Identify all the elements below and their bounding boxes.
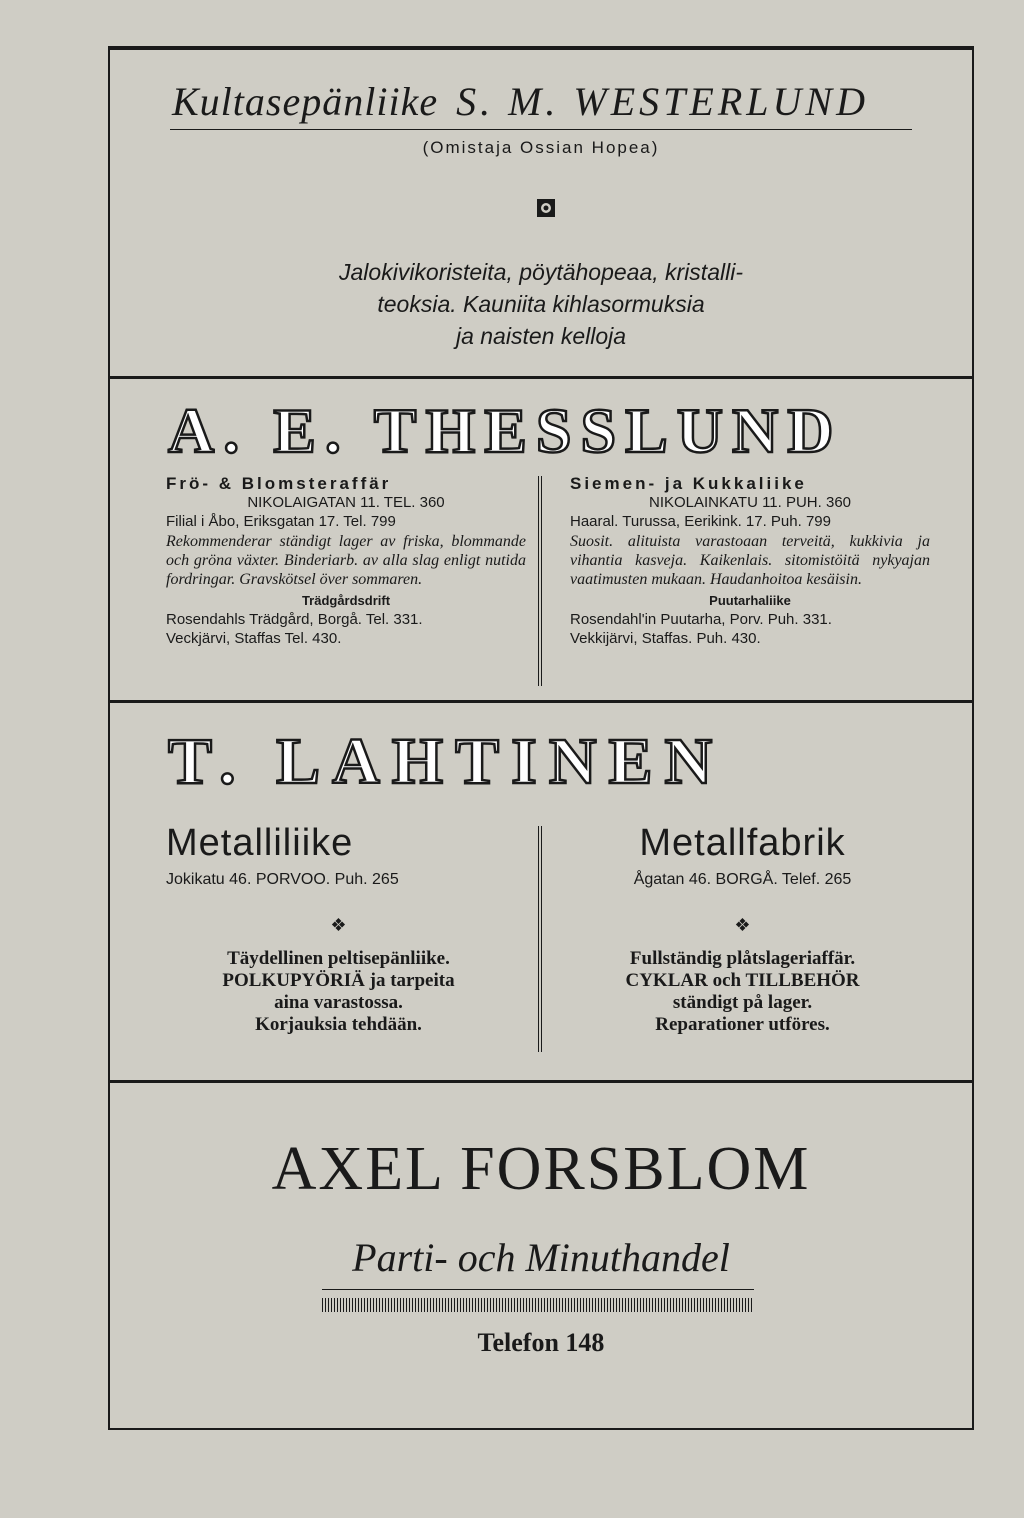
thesslund-title: A. E. THESSLUND: [168, 395, 843, 466]
desc-line: teoksia. Kauniita kihlasormuksia: [377, 291, 705, 317]
text-line: POLKUPYÖRIÄ ja tarpeita: [222, 970, 455, 991]
divider: [108, 376, 974, 379]
desc-line: ja naisten kelloja: [455, 323, 627, 349]
lahtinen-finnish-column: [166, 822, 511, 1036]
column-heading: Frö- & Blomsteraffär: [166, 474, 392, 493]
text-line: Fullständig plåtslageriaffär.: [629, 948, 856, 969]
lahtinen-swedish-column: [570, 822, 915, 1036]
text-line: Korjauksia tehdään.: [255, 1014, 422, 1035]
text-line: aina varastossa.: [274, 992, 403, 1013]
westerlund-ad: [110, 50, 972, 378]
westerlund-owner: (Omistaja Ossian Hopea): [422, 138, 660, 157]
advertisement-page: [108, 46, 974, 1430]
column-text: Suosit. alituista varastoaan terveitä, kukkivia ja vihantia kasveja. Kaikenlais. sitomistöitä nykyajan vaatimusten mukaan. Haudanhoitoa kesäisin.: [570, 533, 930, 588]
subtitle-underline: [322, 1289, 754, 1290]
lahtinen-title: T. LAHTINEN: [168, 725, 725, 798]
title-underline: [170, 129, 912, 130]
westerlund-title-shop: Kultasepänliike: [172, 79, 439, 124]
thesslund-swedish-column: [166, 474, 526, 648]
column-text: Rekommenderar ständigt lager av friska, blommande och gröna växter. Binderiarb. av alla slag enligt nutida fordringar. Gravskötsel över sommaren.: [166, 533, 526, 588]
forsblom-title: AXEL FORSBLOM: [271, 1135, 811, 1203]
divider: [108, 1080, 974, 1083]
address-line: NIKOLAIGATAN 11. TEL. 360: [247, 494, 445, 511]
column-heading: Siemen- ja Kukkaliike: [570, 474, 807, 493]
text-line: Täydellinen peltisepänliike.: [227, 948, 450, 969]
westerlund-title-name: S. M. WESTERLUND: [456, 79, 869, 124]
address-line: Jokikatu 46. PORVOO. Puh. 265: [166, 871, 399, 888]
column-heading: Metallfabrik: [639, 822, 846, 864]
text-line: Reparationer utföres.: [655, 1014, 830, 1035]
text-line: ständigt på lager.: [672, 992, 813, 1013]
column-divider: [538, 476, 542, 686]
text-line: CYKLAR och TILLBEHÖR: [625, 970, 860, 991]
forsblom-phone: Telefon 148: [477, 1328, 605, 1357]
address-line: Ågatan 46. BORGÅ. Telef. 265: [633, 871, 852, 888]
ornament-icon: ❖: [330, 915, 347, 935]
column-text: [166, 948, 511, 1036]
divider: [108, 700, 974, 703]
address-line: NIKOLAINKATU 11. PUH. 360: [648, 494, 852, 511]
thesslund-finnish-column: [570, 474, 930, 648]
westerlund-description: [110, 256, 972, 352]
column-subheading: Puutarhaliike: [709, 593, 791, 608]
column-divider: [538, 826, 542, 1052]
decorative-hatch: [322, 1298, 754, 1312]
lahtinen-ad: [110, 704, 972, 1082]
ornament-icon: ❖: [734, 915, 751, 935]
contact-line: Rosendahls Trädgård, Borgå. Tel. 331.: [166, 611, 423, 628]
westerlund-title: [172, 78, 869, 125]
branch-line: Haaral. Turussa, Eerikink. 17. Puh. 799: [570, 513, 831, 530]
desc-line: Jalokivikoristeita, pöytähopeaa, kristalli-: [339, 259, 743, 285]
thesslund-ad: [110, 380, 972, 700]
forsblom-ad: [110, 1084, 972, 1434]
column-text: [570, 948, 915, 1036]
column-heading: Metalliliike: [166, 822, 354, 864]
contact-line: Veckjärvi, Staffas Tel. 430.: [166, 630, 342, 647]
column-subheading: Trädgårdsdrift: [301, 593, 391, 608]
contact-line: Rosendahl'in Puutarha, Porv. Puh. 331.: [570, 611, 832, 628]
branch-line: Filial i Åbo, Eriksgatan 17. Tel. 799: [166, 513, 396, 530]
forsblom-subtitle: Parti- och Minuthandel: [352, 1235, 730, 1280]
contact-line: Vekkijärvi, Staffas. Puh. 430.: [570, 630, 761, 647]
ornament-icon: [536, 198, 556, 218]
